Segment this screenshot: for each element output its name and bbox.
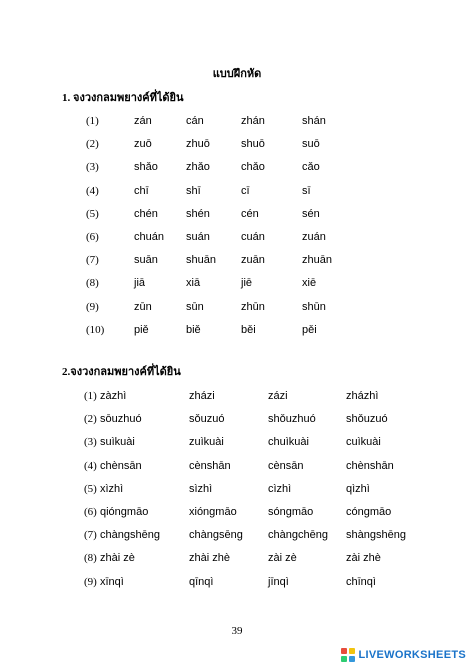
pinyin-option[interactable]: piě: [134, 323, 149, 336]
pinyin-option[interactable]: suìkuài: [100, 436, 135, 449]
pinyin-option[interactable]: shàngshēng: [346, 529, 406, 542]
pinyin-option[interactable]: sìzhì: [189, 482, 213, 495]
row-number: (6): [86, 231, 99, 243]
pinyin-option[interactable]: zài zè: [268, 552, 297, 565]
pinyin-option[interactable]: xīnqì: [100, 575, 124, 588]
pinyin-option[interactable]: cènsān: [268, 459, 304, 472]
pinyin-option[interactable]: sǒuzuó: [189, 413, 225, 426]
pinyin-option[interactable]: suān: [134, 254, 158, 267]
pinyin-option[interactable]: zhūn: [241, 300, 265, 313]
pinyin-option[interactable]: zhán: [241, 115, 265, 127]
row-number: (4): [84, 459, 97, 472]
pinyin-option[interactable]: zán: [134, 115, 152, 127]
pinyin-option[interactable]: shán: [302, 115, 326, 127]
pinyin-option[interactable]: biě: [186, 323, 201, 336]
pinyin-option[interactable]: qióngmāo: [100, 506, 149, 518]
row-number: (6): [84, 506, 97, 518]
row-number: (9): [86, 300, 99, 313]
pinyin-option[interactable]: shūn: [302, 300, 326, 313]
pinyin-option[interactable]: chàngsēng: [189, 529, 243, 542]
pinyin-option[interactable]: chuán: [134, 231, 164, 243]
pinyin-option[interactable]: cuán: [241, 231, 265, 243]
section-2-heading: 2.จงวงกลมพยางค์ที่ได้ยิน: [62, 366, 181, 378]
pinyin-option[interactable]: cìzhì: [268, 482, 292, 495]
page-number: 39: [231, 625, 243, 637]
pinyin-option[interactable]: shén: [186, 207, 210, 220]
pinyin-option[interactable]: chàngchēng: [268, 529, 328, 542]
page-title: แบบฝึกหัด: [212, 68, 262, 80]
pinyin-option[interactable]: zázi: [268, 390, 288, 402]
pinyin-option[interactable]: sōuzhuó: [100, 413, 142, 426]
pinyin-option[interactable]: zhài zè: [100, 552, 135, 565]
pinyin-option[interactable]: chènshān: [346, 459, 394, 472]
pinyin-option[interactable]: zhuō: [186, 138, 210, 151]
pinyin-option[interactable]: cóngmāo: [346, 506, 392, 518]
pinyin-option[interactable]: xìzhì: [100, 482, 124, 495]
row-number: (3): [84, 436, 97, 449]
pinyin-option[interactable]: suán: [186, 231, 210, 243]
pinyin-option[interactable]: běi: [241, 323, 256, 336]
pinyin-option[interactable]: chīnqì: [346, 575, 376, 588]
pinyin-option[interactable]: cén: [241, 207, 259, 220]
row-number: (9): [84, 575, 97, 588]
pinyin-option[interactable]: xióngmāo: [189, 506, 237, 518]
pinyin-option[interactable]: chènsān: [100, 459, 142, 472]
pinyin-option[interactable]: shuān: [186, 254, 216, 267]
pinyin-option[interactable]: zūn: [134, 300, 152, 313]
pinyin-option[interactable]: suō: [302, 138, 320, 151]
row-number: (8): [86, 277, 99, 290]
pinyin-option[interactable]: zuán: [302, 231, 326, 243]
brand-logo: [340, 647, 467, 663]
pinyin-option[interactable]: zàzhì: [100, 390, 127, 402]
pinyin-option[interactable]: chī: [134, 184, 149, 197]
pinyin-option[interactable]: zházhì: [346, 390, 379, 402]
pinyin-option[interactable]: cī: [241, 184, 250, 197]
row-number: (1): [86, 115, 99, 127]
row-number: (1): [84, 390, 97, 402]
row-number: (10): [86, 323, 105, 336]
pinyin-option[interactable]: jīnqì: [268, 575, 289, 588]
pinyin-option[interactable]: shǒuzhuó: [268, 413, 316, 426]
pinyin-option[interactable]: chén: [134, 207, 158, 220]
pinyin-option[interactable]: shī: [186, 184, 201, 197]
section-1-heading: 1. จงวงกลมพยางค์ที่ได้ยิน: [62, 92, 184, 104]
row-number: (4): [86, 184, 99, 197]
pinyin-option[interactable]: jiē: [241, 277, 253, 290]
pinyin-option[interactable]: shuō: [241, 138, 265, 151]
pinyin-option[interactable]: cènshān: [189, 459, 231, 472]
pinyin-option[interactable]: zhǎo: [186, 161, 210, 174]
row-number: (8): [84, 552, 97, 565]
row-number: (7): [84, 529, 97, 542]
pinyin-option[interactable]: qìzhì: [346, 482, 370, 495]
pinyin-option[interactable]: zházi: [189, 390, 215, 402]
row-number: (2): [84, 413, 97, 426]
pinyin-option[interactable]: jiā: [134, 277, 146, 290]
pinyin-option[interactable]: sūn: [186, 300, 204, 313]
brand-name: LIVEWORKSHEETS: [358, 649, 466, 661]
pinyin-option[interactable]: zài zhè: [346, 552, 381, 565]
pinyin-option[interactable]: shǎo: [134, 161, 158, 174]
pinyin-option[interactable]: pěi: [302, 323, 317, 336]
row-number: (7): [86, 254, 99, 267]
pinyin-option[interactable]: zuìkuài: [189, 436, 224, 449]
liveworksheets-logo-icon: [340, 647, 356, 663]
pinyin-option[interactable]: chuìkuài: [268, 436, 309, 449]
pinyin-option[interactable]: zhuān: [302, 254, 332, 267]
pinyin-option[interactable]: chǎo: [241, 161, 265, 174]
pinyin-option[interactable]: chàngshēng: [100, 529, 160, 542]
pinyin-option[interactable]: sī: [302, 184, 311, 197]
pinyin-option[interactable]: qīnqì: [189, 575, 214, 588]
pinyin-option[interactable]: shǒuzuó: [346, 413, 388, 426]
row-number: (5): [84, 482, 97, 495]
pinyin-option[interactable]: cuìkuài: [346, 436, 381, 449]
pinyin-option[interactable]: sóngmāo: [268, 506, 314, 518]
pinyin-option[interactable]: xiā: [186, 277, 201, 290]
row-number: (5): [86, 207, 99, 220]
pinyin-option[interactable]: zuō: [134, 138, 152, 151]
row-number: (2): [86, 138, 99, 151]
row-number: (3): [86, 161, 99, 174]
pinyin-option[interactable]: cán: [186, 115, 204, 127]
pinyin-option[interactable]: sén: [302, 207, 320, 220]
pinyin-option[interactable]: zuān: [241, 254, 265, 267]
pinyin-option[interactable]: cǎo: [302, 161, 320, 174]
pinyin-option[interactable]: zhài zhè: [189, 552, 230, 565]
pinyin-option[interactable]: xiē: [302, 277, 317, 290]
